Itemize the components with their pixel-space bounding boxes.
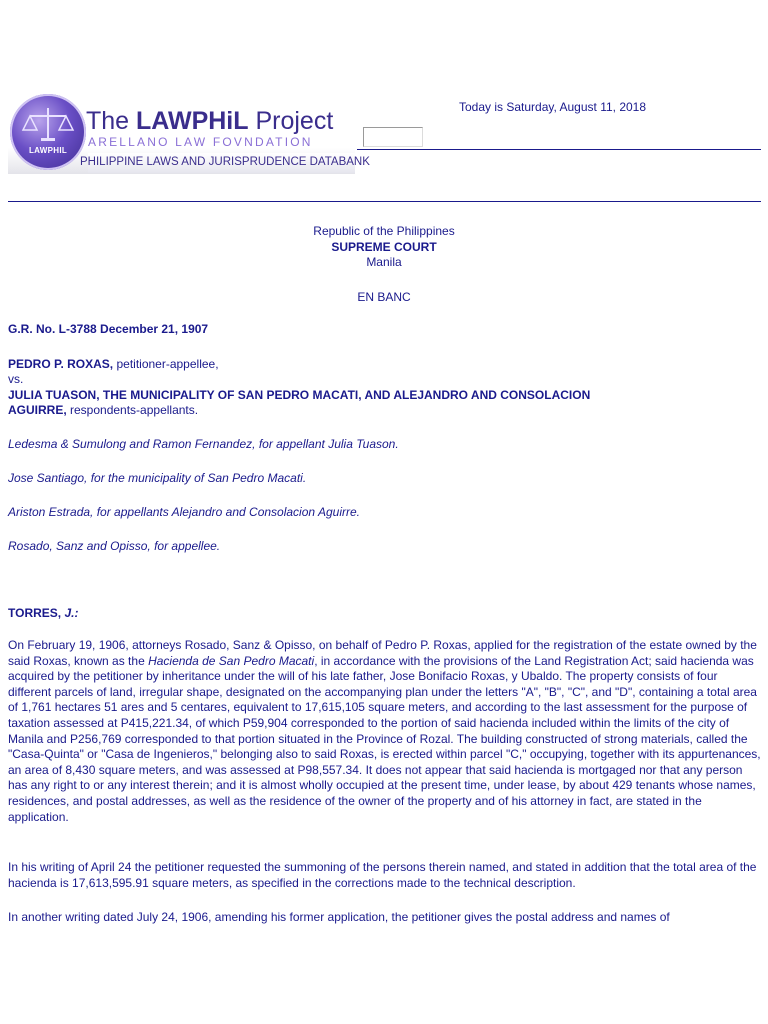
division: EN BANC — [357, 290, 411, 304]
opinion-paragraph-1: On February 19, 1906, attorneys Rosado, Sanz & Opisso, on behalf of Pedro P. Roxas, applied for the registration of the estate owned by the said Roxas, known as the Hacienda de San Pedro Macati, in accordance with the provisions of the Land Registration Act; said hacienda was acquired by the petitioner by inheritance under the will of his late father, Jose Bonifacio Roxas, y Ubaldo. The property consists of four different parcels of land, irregular shape, designated on the accompanying plan under the letters "A", "B", "C", and "D", containing a total area of 1,761 hectares 51 ares and 5 centares, equivalent to 17,615,105 square meters, and according to the last assessment for the purpose of taxation assessed at P415,221.34, of which P59,904 corresponded to the portion of said hacienda included within the limits of the city of Manila and P256,769 corresponded to that portion situated in the Province of Rozal. The building constructed of strong materials, called the "Casa-Quinta" or "Casa de Ingenieros," belonging also to said Roxas, is erected within parcel "C," occupying, together with its appurtenances, an area of 8,430 square meters, and was assessed at P98,557.34. It does not appear that said hacienda is mortgaged nor that any person has any right to or any interest therein; and it is almost wholly occupied at the present time, under lease, by about 429 tenants whose names, residences, and postal addresses, as well as the residence of the owner of the property and of his attorney in fact, are stated in the application. — [8, 638, 761, 824]
versus: vs. — [8, 372, 24, 386]
logo-tagline: PHILIPPINE LAWS AND JURISPRUDENCE DATABANK — [80, 156, 370, 168]
respondents-role: respondents-appellants. — [66, 403, 199, 417]
search-input[interactable] — [363, 127, 423, 147]
counsel-line: Jose Santiago, for the municipality of San Pedro Macati. — [8, 471, 307, 485]
counsel-line: Rosado, Sanz and Opisso, for appellee. — [8, 539, 221, 553]
respondents-line-1: JULIA TUASON, THE MUNICIPALITY OF SAN PEDRO MACATI, AND ALEJANDRO AND CONSOLACION — [8, 388, 591, 402]
current-date: Today is Saturday, August 11, 2018 — [459, 100, 647, 114]
respondents-name: AGUIRRE, — [8, 403, 67, 417]
case-number: G.R. No. L-3788 December 21, 1907 — [8, 322, 209, 336]
opinion-paragraph-3: In another writing dated July 24, 1906, amending his former application, the petitioner gives the postal address and names of — [8, 910, 670, 924]
page-divider — [8, 201, 761, 202]
court-city: Manila — [366, 255, 402, 269]
opinion-paragraph-2: In his writing of April 24 the petitioner requested the summoning of the persons therein named, and stated in addition that the total area of the hacienda is 17,613,595.91 square meters, as specified in the corrections made to the technical description. — [8, 860, 757, 890]
petitioner-role: petitioner-appellee, — [113, 357, 219, 371]
scales-of-justice-seal-icon — [10, 94, 86, 170]
petitioner-name: PEDRO P. ROXAS, — [8, 357, 114, 371]
opinion-author: TORRES, J.: — [8, 606, 79, 620]
counsel-line: Ledesma & Sumulong and Ramon Fernandez, for appellant Julia Tuason. — [8, 437, 399, 451]
court-name: SUPREME COURT — [331, 240, 437, 254]
counsel-line: Ariston Estrada, for appellants Alejandro and Consolacion Aguirre. — [8, 505, 360, 519]
republic-line: Republic of the Philippines — [313, 224, 455, 238]
petitioner-line — [8, 357, 219, 371]
logo-subtitle: ARELLANO LAW FOVNDATION — [88, 135, 313, 149]
header-divider — [357, 149, 761, 150]
respondents-line-2 — [8, 403, 198, 417]
logo-title: The LAWPHiL Project — [86, 107, 334, 135]
seal-label: LAWPHIL — [28, 146, 68, 155]
